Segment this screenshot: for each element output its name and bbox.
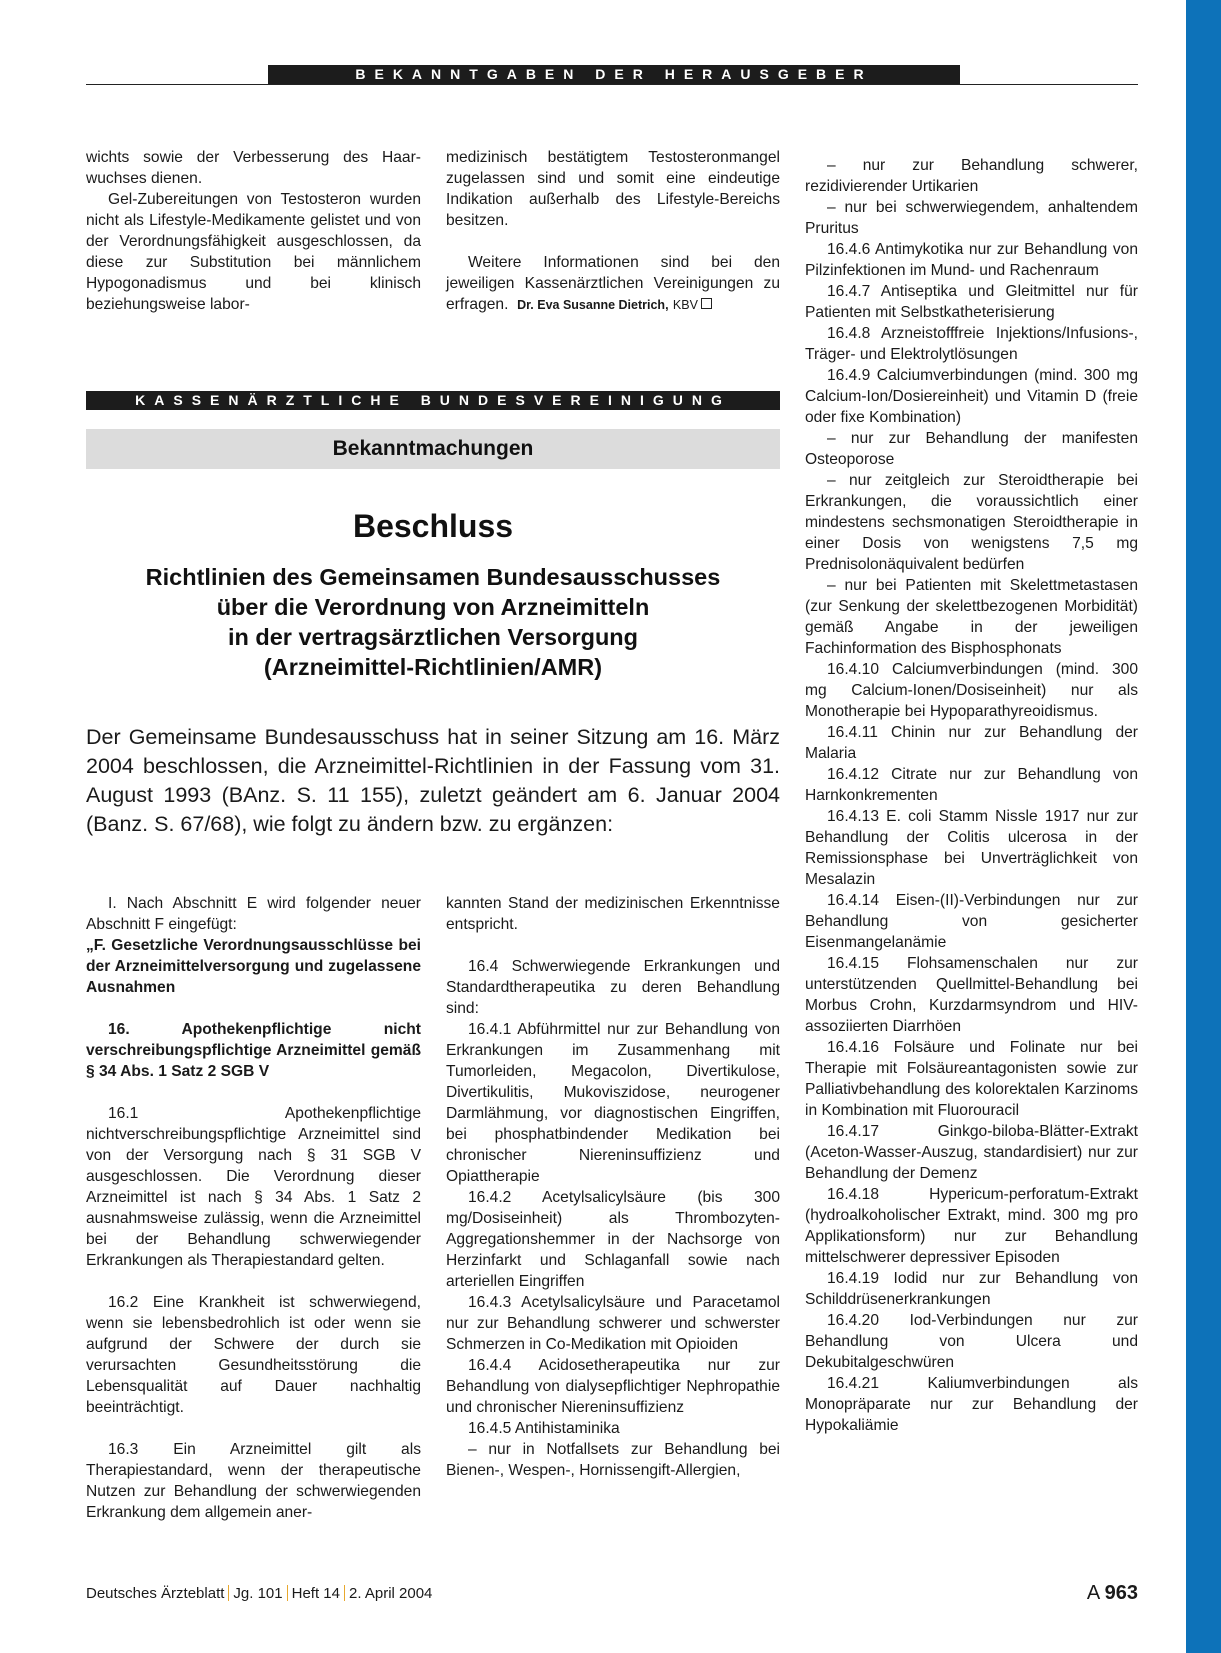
list-item: 16.4.15 Flohsamenschalen nur zur unterstützenden Quellmittel-Behandlung bei Morbus Crohn, Kurzdarmsyndrom und HIV-assoziierten Diarrhöen bbox=[805, 955, 1138, 1035]
list-item: 16.4.10 Calciumverbindungen (mind. 300 mg Calcium-Ionen/Dosiseinheit) nur als Monotherapie bei Hypoparathyreoidismus. bbox=[805, 661, 1138, 720]
paragraph: 16.2 Eine Krankheit ist schwerwiegend, wenn sie lebensbedrohlich ist oder wenn sie aufgrund der Schwere der durch sie verursachten Gesundheitsstörung die Lebensqualität auf Dauer nachhaltig beeinträchtigt. bbox=[86, 1294, 421, 1416]
subtitle-line: über die Verordnung von Arzneimitteln bbox=[216, 594, 650, 620]
list-item: – nur zeitgleich zur Steroidtherapie bei Erkrankungen, die voraussichtlich einer mindestens sechsmonatigen Steroidtherapie in einer Dosis von wenigstens 7,5 mg Prednisolonäquivalent bedürfen bbox=[805, 472, 1138, 573]
section-tag-herausgeber: BEKANNTGABEN DER HERAUSGEBER bbox=[268, 65, 960, 84]
list-item: 16.4.2 Acetylsalicylsäure (bis 300 mg/Dosiseinheit) als Thrombozyten-Aggregationshemmer in der Nachsorge von Herzinfarkt und Schlaganfall sowie nach arteriellen Eingriffen bbox=[446, 1189, 780, 1290]
list-item: – nur bei schwerwiegendem, anhaltendem Pruritus bbox=[805, 199, 1138, 237]
paragraph-text: Weitere Informationen sind bei den jeweiligen Kassenärztlichen Vereinigungen zu erfragen. bbox=[446, 254, 780, 313]
page-prefix: A bbox=[1086, 1582, 1100, 1604]
list-item: 16.4.3 Acetylsalicylsäure und Paracetamol nur zur Behandlung schwerer und schwerster Schmerzen in Co-Medikation mit Opioiden bbox=[446, 1294, 780, 1353]
list-item: 16.4.12 Citrate nur zur Behandlung von Harnkonkrementen bbox=[805, 766, 1138, 804]
list-item: 16.4.11 Chinin nur zur Behandlung der Malaria bbox=[805, 724, 1138, 762]
list-item: 16.4.19 Iodid nur zur Behandlung von Schilddrüsenerkrankungen bbox=[805, 1270, 1138, 1308]
list-item: 16.4.16 Folsäure und Folinate nur bei Therapie mit Folsäureantagonisten sowie zur Palliativbehandlung des kolorektalen Karzinoms in Kombination mit Fluorouracil bbox=[805, 1039, 1138, 1119]
journal-name: Deutsches Ärzteblatt bbox=[86, 1585, 225, 1602]
body-col1 bbox=[86, 893, 421, 1523]
list-item: 16.4.13 E. coli Stamm Nissle 1917 nur zur Behandlung der Colitis ulcerosa in der Remissionsphase bei Unverträglichkeit von Mesalazin bbox=[805, 808, 1138, 888]
subheading-bekanntmachungen: Bekanntmachungen bbox=[86, 429, 780, 469]
list-item: 16.4.8 Arzneistofffreie Injektions/Infusions-, Träger- und Elektrolytlösungen bbox=[805, 325, 1138, 363]
list-item: 16.4.1 Abführmittel nur zur Behandlung von Erkrankungen im Zusammenhang mit Tumorleiden, Megacolon, Divertikulose, Divertikulitis, Mukoviszidose, neurogener Darmlähmung, vor diagnostischen Eingriffen, bei phosphatbindender Medikation bei chronischer Niereninsuffizienz und Opiattherapie bbox=[446, 1021, 780, 1185]
paragraph bbox=[446, 252, 780, 316]
paragraph: medizinisch bestätigtem Testosteronmangel zugelassen sind und somit eine eindeutige Indikation außerhalb des Lifestyle-Bereichs besitzen. bbox=[446, 149, 780, 229]
journal-volume: Jg. 101 bbox=[233, 1585, 283, 1602]
paragraph: 16.1 Apothekenpflichtige nichtverschreibungspflichtige Arzneimittel sind von der Versorgung nach § 31 SGB V ausgeschlossen. Die Verordnung dieser Arzneimittel ist nach § 34 Abs. 1 Satz 2 ausnahmsweise zulässig, wenn die Arzneimittel bei der Behandlung schwerwiegender Erkrankungen als Therapiestandard gelten. bbox=[86, 1105, 421, 1269]
list-item: – nur bei Patienten mit Skelettmetastasen (zur Senkung der skelettbezogenen Morbidität) gemäß Angabe in der jeweiligen Fachinformation des Bisphosphonats bbox=[805, 577, 1138, 657]
list-item: 16.4.20 Iod-Verbindungen nur zur Behandlung von Ulcera und Dekubitalgeschwüren bbox=[805, 1312, 1138, 1371]
list-item: 16.4.5 Antihistaminika bbox=[468, 1420, 620, 1437]
page-number bbox=[1040, 1580, 1138, 1606]
list-item: 16.4.7 Antiseptika und Gleitmittel nur für Patienten mit Selbstkatheterisierung bbox=[805, 283, 1138, 321]
section-heading: „F. Gesetzliche Verordnungsausschlüsse bei der Arzneimittelversorgung und zugelassene Ausnahmen bbox=[86, 937, 421, 996]
separator bbox=[287, 1585, 288, 1601]
section-tag-kbv: KASSENÄRZTLICHE BUNDESVEREINIGUNG bbox=[86, 391, 780, 410]
paragraph: Gel-Zubereitungen von Testosteron wurden nicht als Lifestyle-Medikamente gelistet und von der Verordnungsfähigkeit ausgeschlossen, da diese zur Substitution bei männlichem Hypogonadismus und bei klinisch beziehungsweise labor- bbox=[86, 191, 421, 313]
top-article-col1 bbox=[86, 147, 421, 315]
journal-date: 2. April 2004 bbox=[349, 1585, 433, 1602]
subtitle-line: in der vertragsärztlichen Versorgung bbox=[227, 624, 639, 650]
paragraph: 16.4 Schwerwiegende Erkrankungen und Standardtherapeutika zu deren Behandlung sind: bbox=[446, 958, 780, 1017]
author-signature: Dr. Eva Susanne Dietrich, bbox=[517, 298, 669, 312]
paragraph: wichts sowie der Verbesserung des Haar-wuchses dienen. bbox=[86, 149, 421, 187]
top-article-col2 bbox=[446, 147, 780, 316]
subtitle-line: (Arzneimittel-Richtlinien/AMR) bbox=[263, 654, 603, 680]
list-item: 16.4.14 Eisen-(II)-Verbindungen nur zur Behandlung von gesicherter Eisenmangelanämie bbox=[805, 892, 1138, 951]
header-rule bbox=[86, 84, 1138, 85]
separator bbox=[344, 1585, 345, 1601]
paragraph: kannten Stand der medizinischen Erkenntnisse entspricht. bbox=[446, 895, 780, 933]
article-title: Beschluss bbox=[352, 508, 514, 544]
separator bbox=[228, 1585, 229, 1601]
subtitle-line: Richtlinien des Gemeinsamen Bundesausschusses bbox=[145, 564, 721, 590]
page-number-value: 963 bbox=[1104, 1582, 1138, 1604]
paragraph: I. Nach Abschnitt E wird folgender neuer Abschnitt F eingefügt: bbox=[86, 895, 421, 933]
list-item: 16.4.21 Kaliumverbindungen als Monopräparate nur zur Behandlung der Hypokaliämie bbox=[805, 1375, 1138, 1434]
list-item: 16.4.4 Acidosetherapeutika nur zur Behandlung von dialysepflichtiger Nephropathie und chronischer Niereninsuffizienz bbox=[446, 1357, 780, 1416]
article-subtitle bbox=[86, 562, 780, 682]
list-item: 16.4.9 Calciumverbindungen (mind. 300 mg Calcium-Ion/Dosiereinheit) und Vitamin D (freie oder fixe Kombination) bbox=[805, 367, 1138, 426]
paragraph: 16.3 Ein Arzneimittel gilt als Therapiestandard, wenn der therapeutische Nutzen zur Behandlung der schwerwiegenden Erkrankung dem allgemein aner- bbox=[86, 1441, 421, 1521]
lead-paragraph: Der Gemeinsame Bundesausschuss hat in seiner Sitzung am 16. März 2004 beschlossen, die Arzneimittel-Richtlinien in der Fassung vom 31. August 1993 (BAnz. S. 11 155), zuletzt geändert am 6. Januar 2004 (Banz. S. 67/68), wie folgt zu ändern bzw. zu ergänzen: bbox=[86, 725, 780, 836]
list-item: – nur zur Behandlung schwerer, rezidivierender Urtikarien bbox=[805, 157, 1138, 195]
author-organisation: KBV bbox=[672, 298, 698, 312]
list-item: 16.4.18 Hypericum-perforatum-Extrakt (hydroalkoholischer Extrakt, mind. 300 mg pro Applikationsform) nur zur Behandlung mittelschwerer depressiver Episoden bbox=[805, 1186, 1138, 1266]
footer-citation bbox=[86, 1584, 432, 1604]
list-item: 16.4.17 Ginkgo-biloba-Blätter-Extrakt (Aceton-Wasser-Auszug, standardisiert) nur zur Behandlung der Demenz bbox=[805, 1123, 1138, 1182]
list-item: 16.4.6 Antimykotika nur zur Behandlung von Pilzinfektionen im Mund- und Rachenraum bbox=[805, 241, 1138, 279]
journal-issue: Heft 14 bbox=[291, 1585, 340, 1602]
section-heading: 16. Apothekenpflichtige nicht verschreibungspflichtige Arzneimittel gemäß § 34 Abs. 1 Satz 2 SGB V bbox=[86, 1021, 421, 1080]
body-col3 bbox=[805, 155, 1138, 1436]
side-color-bar bbox=[1186, 0, 1221, 1653]
list-item: – nur in Notfallsets zur Behandlung bei Bienen-, Wespen-, Hornissengift-Allergien, bbox=[446, 1441, 780, 1479]
end-mark-icon bbox=[701, 298, 712, 309]
body-col2 bbox=[446, 893, 780, 1481]
list-item: – nur zur Behandlung der manifesten Osteoporose bbox=[805, 430, 1138, 468]
